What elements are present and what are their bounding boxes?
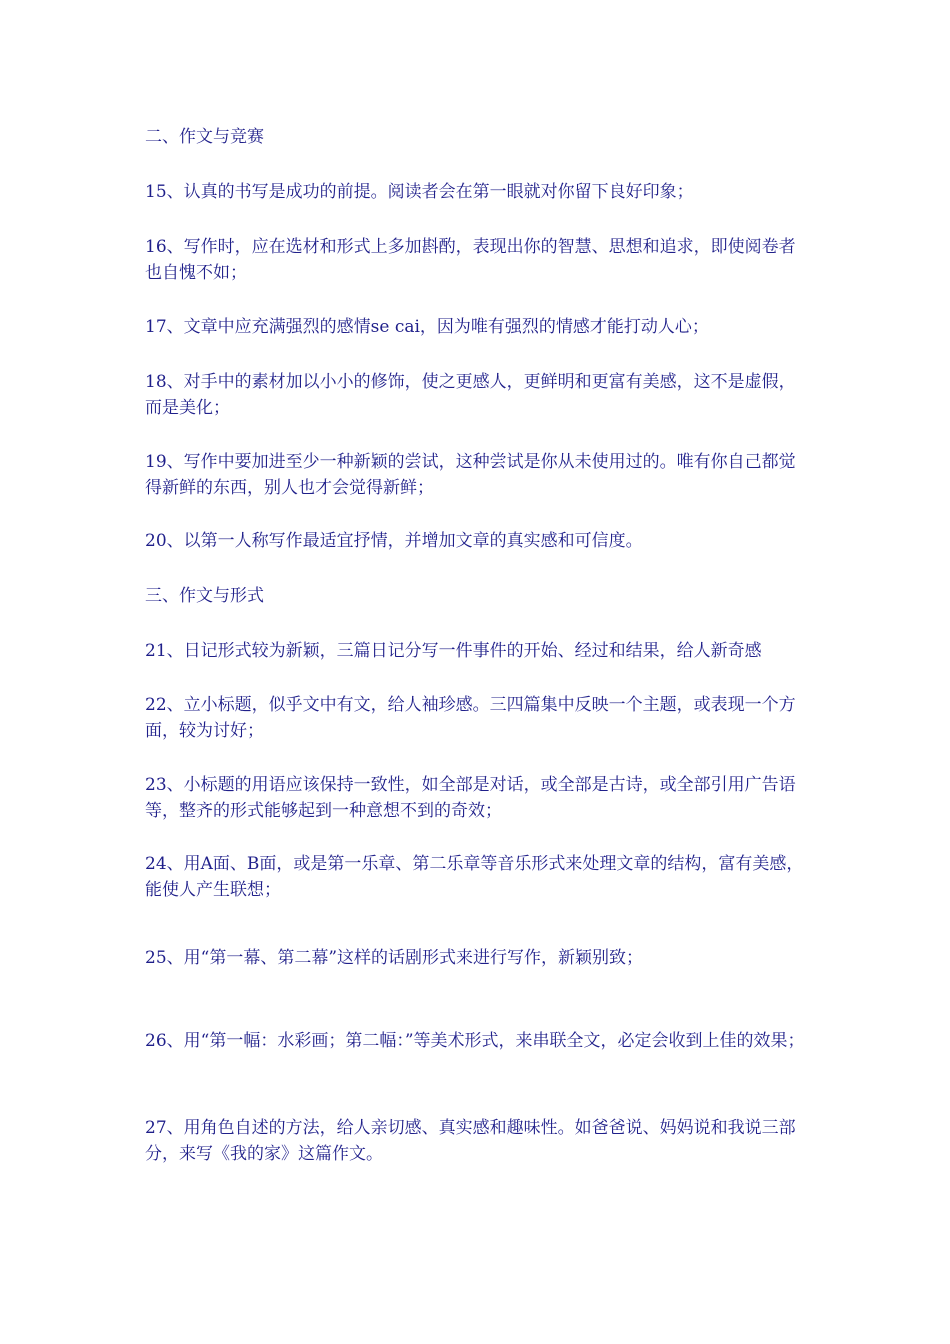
list-item: 26、用“第一幅：水彩画；第二幅：”等美术形式，来串联全文，必定会收到上佳的效果； (145, 1031, 805, 1051)
list-item: 23、小标题的用语应该保持一致性，如全部是对话，或全部是古诗，或全部引用广告语等，整齐的形式能够起到一种意想不到的奇效； (145, 775, 796, 821)
list-item: 21、日记形式较为新颖，三篇日记分写一件事件的开始、经过和结果，给人新奇感 (145, 641, 762, 661)
list-item: 20、以第一人称写作最适宜抒情，并增加文章的真实感和可信度。 (145, 531, 643, 551)
list-item: 24、用A面、B面，或是第一乐章、第二乐章等音乐形式来处理文章的结构，富有美感，能使人产生联想； (145, 854, 804, 900)
list-item: 25、用“第一幕、第二幕”这样的话剧形式来进行写作，新颖别致； (145, 948, 644, 968)
list-item: 15、认真的书写是成功的前提。阅读者会在第一眼就对你留下良好印象； (145, 182, 694, 202)
list-item: 18、对手中的素材加以小小的修饰，使之更感人，更鲜明和更富有美感，这不是虚假，而是美化； (145, 372, 796, 418)
section-heading-competition: 二、作文与竞赛 (145, 127, 264, 147)
list-item: 27、用角色自述的方法，给人亲切感、真实感和趣味性。如爸爸说、妈妈说和我说三部分，来写《我的家》这篇作文。 (145, 1118, 796, 1164)
list-item: 19、写作中要加进至少一种新颖的尝试，这种尝试是你从未使用过的。唯有你自己都觉得新鲜的东西，别人也才会觉得新鲜； (145, 452, 796, 498)
list-item: 22、立小标题，似乎文中有文，给人袖珍感。三四篇集中反映一个主题，或表现一个方面，较为讨好； (145, 695, 796, 741)
section-heading-form: 三、作文与形式 (145, 586, 264, 606)
list-item: 16、写作时，应在选材和形式上多加斟酌，表现出你的智慧、思想和追求，即使阅卷者也自愧不如； (145, 237, 796, 283)
list-item: 17、文章中应充满强烈的感情se cai，因为唯有强烈的情感才能打动人心； (145, 317, 709, 337)
